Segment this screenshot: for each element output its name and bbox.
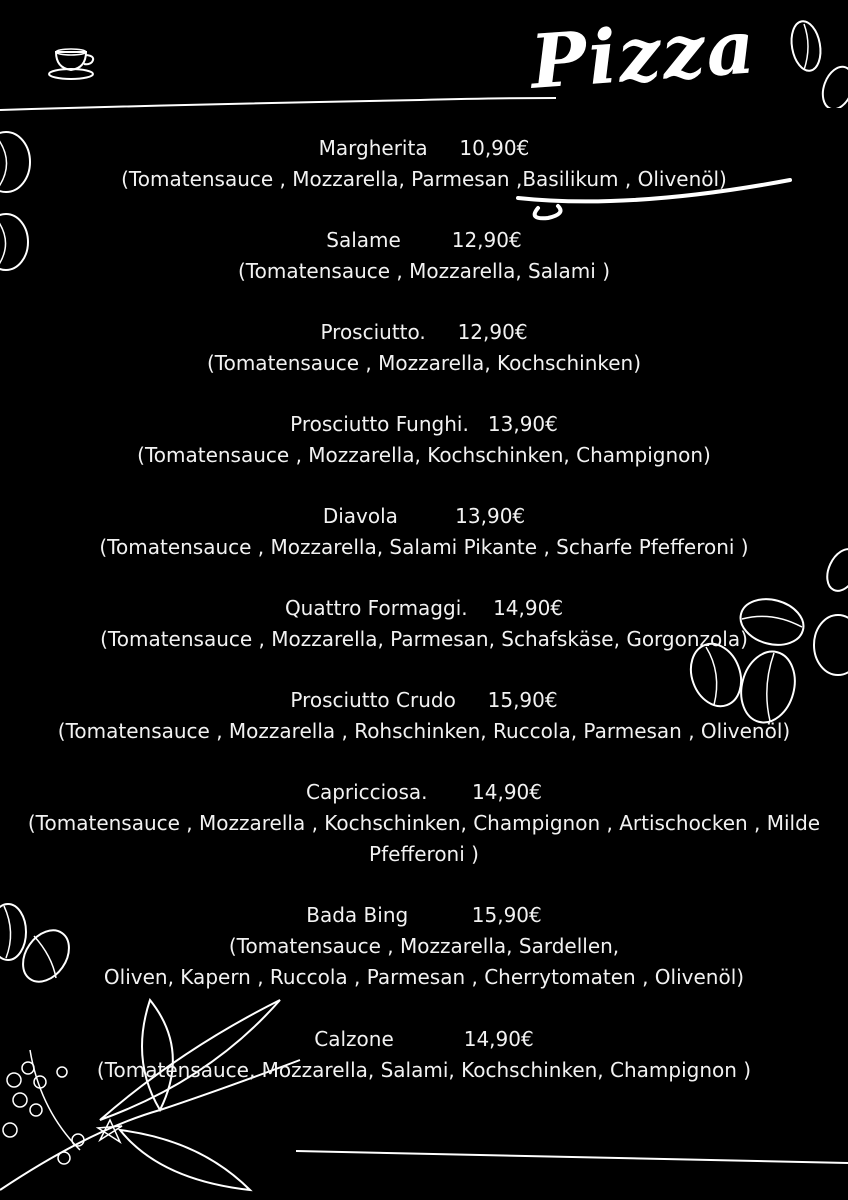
bottom-divider bbox=[296, 1145, 848, 1165]
top-divider bbox=[0, 92, 560, 116]
item-heading bbox=[0, 409, 848, 440]
item-name: Bada Bing bbox=[306, 903, 409, 927]
item-name: Prosciutto Funghi. bbox=[290, 412, 469, 436]
item-ingredients: (Tomatensauce , Mozzarella, Kochschinken, Champignon) bbox=[137, 443, 711, 467]
menu-item bbox=[0, 1024, 848, 1086]
menu-item bbox=[0, 409, 848, 471]
item-ingredients: (Tomatensauce , Mozzarella, Sardellen, Oliven, Kapern , Ruccola , Parmesan , Cherrytomaten , Olivenöl) bbox=[103, 934, 745, 989]
item-price: 15,90€ bbox=[471, 903, 542, 927]
item-ingredients: (Tomatensauce , Mozzarella, Salami ) bbox=[237, 259, 611, 283]
item-price: 10,90€ bbox=[459, 136, 530, 160]
item-heading bbox=[0, 685, 848, 716]
item-price: 14,90€ bbox=[493, 596, 564, 620]
item-price: 12,90€ bbox=[457, 320, 528, 344]
item-name: Calzone bbox=[314, 1027, 394, 1051]
item-heading bbox=[0, 1024, 848, 1055]
item-ingredients: (Tomatensauce , Mozzarella, Parmesan, Schafskäse, Gorgonzola) bbox=[100, 627, 748, 651]
item-name: Margherita bbox=[318, 136, 428, 160]
menu-item bbox=[0, 133, 848, 195]
menu-title: Pizza bbox=[528, 4, 760, 106]
menu-item bbox=[0, 501, 848, 563]
item-heading bbox=[0, 133, 848, 164]
item-name: Prosciutto. bbox=[320, 320, 426, 344]
item-price: 12,90€ bbox=[451, 228, 522, 252]
item-name: Diavola bbox=[322, 504, 398, 528]
menu-item bbox=[0, 317, 848, 379]
item-name: Prosciutto Crudo bbox=[290, 688, 456, 712]
coffee-bean-icon bbox=[782, 18, 848, 108]
item-heading bbox=[0, 593, 848, 624]
item-heading bbox=[0, 900, 848, 931]
item-name: Quattro Formaggi. bbox=[284, 596, 468, 620]
item-heading bbox=[0, 225, 848, 256]
item-ingredients: (Tomatensauce , Mozzarella , Kochschinken, Champignon , Artischocken , Milde Pfefferoni ) bbox=[27, 811, 821, 866]
item-heading bbox=[0, 501, 848, 532]
item-ingredients: (Tomatensauce , Mozzarella, Parmesan ,Basilikum , Olivenöl) bbox=[121, 167, 727, 191]
item-ingredients: (Tomatensauce , Mozzarella , Rohschinken, Ruccola, Parmesan , Olivenöl) bbox=[57, 719, 791, 743]
item-ingredients: (Tomatensauce , Mozzarella, Salami Pikante , Scharfe Pfefferoni ) bbox=[99, 535, 749, 559]
coffee-cup-icon bbox=[46, 44, 102, 84]
menu-item bbox=[0, 593, 848, 655]
menu-item bbox=[0, 900, 848, 993]
item-heading bbox=[0, 317, 848, 348]
item-name: Salame bbox=[326, 228, 401, 252]
item-ingredients: (Tomatensauce, Mozzarella, Salami, Kochschinken, Champignon ) bbox=[96, 1058, 752, 1082]
item-price: 14,90€ bbox=[463, 1027, 534, 1051]
item-price: 13,90€ bbox=[487, 412, 558, 436]
item-ingredients: (Tomatensauce , Mozzarella, Kochschinken) bbox=[206, 351, 642, 375]
menu-item bbox=[0, 225, 848, 287]
menu-item bbox=[0, 777, 848, 870]
coffee-branch-illustration bbox=[0, 990, 310, 1200]
menu-item bbox=[0, 685, 848, 747]
item-name: Capricciosa. bbox=[305, 780, 428, 804]
item-price: 15,90€ bbox=[487, 688, 558, 712]
item-price: 13,90€ bbox=[455, 504, 526, 528]
item-price: 14,90€ bbox=[472, 780, 542, 804]
item-heading bbox=[0, 777, 848, 808]
